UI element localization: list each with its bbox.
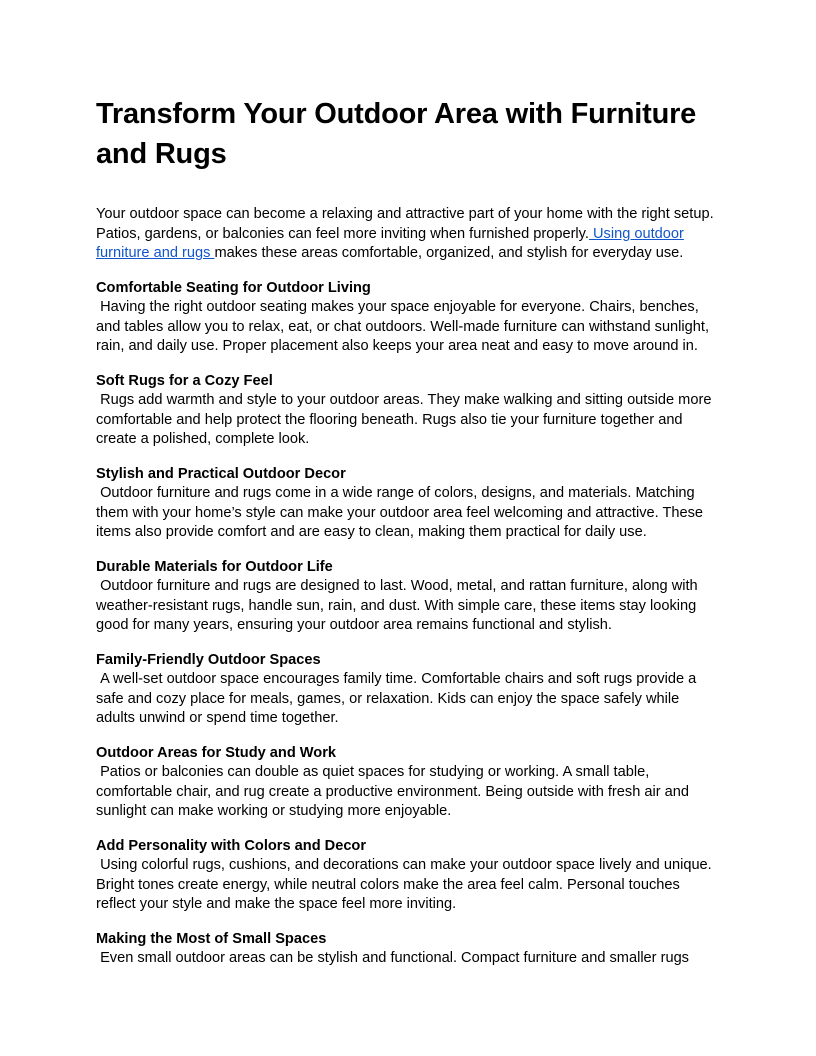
section-heading: Comfortable Seating for Outdoor Living (96, 279, 371, 296)
page-title: Transform Your Outdoor Area with Furniture and Rugs (96, 98, 697, 170)
section-soft-rugs (96, 372, 720, 450)
section-comfortable-seating (96, 279, 720, 357)
section-body: Having the right outdoor seating makes your space enjoyable for everyone. Chairs, benches, and tables allow you to relax, eat, or chat outdoors. Well-made furniture can withstand sunlight, rain, and daily use. Proper placement also keeps your area neat and easy to move around in. (96, 299, 714, 354)
section-heading: Durable Materials for Outdoor Life (96, 558, 333, 575)
section-heading: Family-Friendly Outdoor Spaces (96, 651, 321, 668)
section-body: Patios or balconies can double as quiet spaces for studying or working. A small table, comfortable chair, and rug create a productive environment. Being outside with fresh air and sunlight can make working or studying more enjoyable. (96, 764, 694, 819)
section-body: Using colorful rugs, cushions, and decorations can make your outdoor space lively and unique. Bright tones create energy, while neutral colors make the area feel calm. Personal touches reflect your style and make the space feel more inviting. (96, 857, 716, 912)
section-stylish-decor (96, 465, 720, 543)
section-heading: Outdoor Areas for Study and Work (96, 744, 337, 761)
section-heading: Making the Most of Small Spaces (96, 930, 327, 947)
section-colors-and-decor (96, 837, 720, 915)
section-body: Rugs add warmth and style to your outdoor areas. They make walking and sitting outside more comfortable and help protect the flooring beneath. Rugs also tie your furniture together and create a polished, complete look. (96, 392, 716, 447)
intro-text-before-link: Your outdoor space can become a relaxing and attractive part of your home with the right setup. Patios, gardens, or balconies can feel more inviting when furnished properly. (96, 206, 714, 242)
section-body: Outdoor furniture and rugs come in a wide range of colors, designs, and materials. Matching them with your home’s style can make your outdoor area feel welcoming and attractive. These items also provide comfort and are easy to clean, making them practical for daily use. (96, 485, 708, 540)
section-heading: Stylish and Practical Outdoor Decor (96, 465, 346, 482)
intro-paragraph (96, 205, 720, 264)
section-study-and-work (96, 744, 720, 822)
section-small-spaces (96, 930, 720, 969)
section-body: Even small outdoor areas can be stylish and functional. Compact furniture and smaller rugs (96, 950, 689, 966)
document-page (96, 94, 720, 969)
section-body: Outdoor furniture and rugs are designed to last. Wood, metal, and rattan furniture, along with weather-resistant rugs, handle sun, rain, and dust. With simple care, these items stay looking good for many years, ensuring your outdoor area remains functional and stylish. (96, 578, 702, 633)
section-family-friendly (96, 651, 720, 729)
section-heading: Add Personality with Colors and Decor (96, 837, 367, 854)
outdoor-furniture-link[interactable]: Using outdoor furniture and rugs (96, 225, 684, 261)
section-heading: Soft Rugs for a Cozy Feel (96, 372, 273, 389)
intro-text-after-link: makes these areas comfortable, organized, and stylish for everyday use. (214, 245, 684, 261)
section-durable-materials (96, 558, 720, 636)
section-body: A well-set outdoor space encourages family time. Comfortable chairs and soft rugs provide a safe and cozy place for meals, games, or relaxation. Kids can enjoy the space safely while adults unwind or spend time together. (96, 671, 701, 726)
